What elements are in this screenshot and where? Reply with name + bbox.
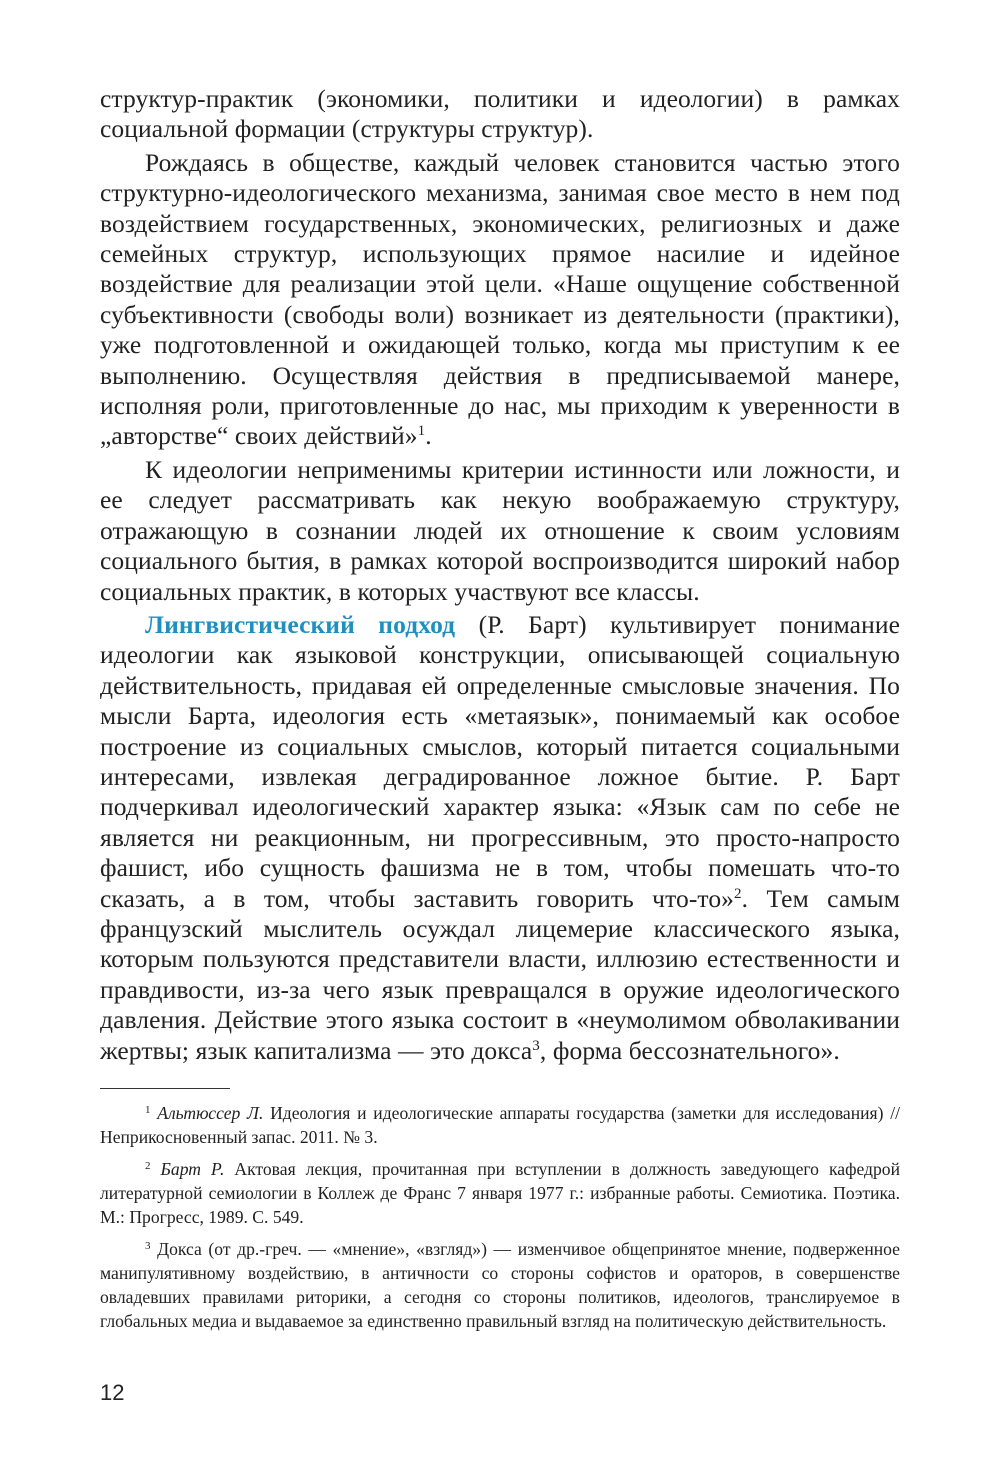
footnote-2 <box>100 1157 900 1229</box>
highlighted-term: Лингвистический подход <box>145 609 456 639</box>
footnote-ref-3[interactable]: 3 <box>532 1037 540 1054</box>
paragraph-2-text: Рождаясь в обществе, каждый человек становится частью этого структурно-идеологического механизма, занимая свое место в нем под воздействием государственных, экономических, религиозных и даже семейных структур, использующих прямое насилие и идейное воздействие для реализации этой цели. «Наше ощущение собственной субъективности (свободы воли) возникает из деятельности (практики), уже подготовленной и ожидающей только, когда мы приступим к ее выполнению. Осуществляя действия в предписываемой манере, исполняя роли, приготовленные до нас, мы приходим к уверенности в „авторстве“ своих действий» <box>100 147 900 451</box>
footnote-3-number: 3 <box>145 1240 151 1252</box>
paragraph-2 <box>100 148 900 452</box>
paragraph-1-text: структур-практик (экономики, политики и идеологии) в рамках социальной формации (структуры структур). <box>100 84 900 144</box>
paragraph-3-text: К идеологии неприменимы критерии истинности или ложности, и ее следует рассматривать как некую воображаемую структуру, отражающую в сознании людей их отношение к своим условиям социального бытия, в рамках которой воспроизводится широкий набор социальных практик, в которых участвуют все классы. <box>100 454 900 606</box>
paragraph-3 <box>100 455 900 607</box>
paragraph-2-end: . <box>425 421 432 451</box>
footnote-3 <box>100 1237 900 1333</box>
footnote-ref-1[interactable]: 1 <box>417 423 426 440</box>
footnote-3-text: Докса (от др.-греч. — «мнение», «взгляд») — изменчивое общепринятое мнение, подверженное манипулятивному воздействию, в античности со стороны софистов и ораторов, в совершенстве овладевших правилами риторики, а сегодня со стороны политиков, идеологов, транслируемое в глобальных медиа и выдаваемое за единственно правильный взгляд на политическую действительность. <box>100 1239 900 1331</box>
footnotes <box>100 1101 900 1333</box>
footnote-ref-2[interactable]: 2 <box>734 885 742 902</box>
footnote-1-author: Альтюссер Л. <box>157 1103 264 1123</box>
footnote-2-author: Барт Р. <box>160 1159 225 1179</box>
footnote-1-number: 1 <box>145 1104 151 1116</box>
footnote-1-text: Идеология и идеологические аппараты государства (заметки для исследования) // Неприкосновенный запас. 2011. № 3. <box>100 1103 900 1147</box>
footnote-1 <box>100 1101 900 1149</box>
paragraph-4-text-c: , форма бессознательного». <box>539 1035 840 1065</box>
paragraph-1 <box>100 84 900 145</box>
main-text <box>100 84 900 1066</box>
paragraph-4-text-b: . Тем самым французский мыслитель осуждал лицемерие классического языка, которым пользуются представители власти, иллюзию естественности и правдивости, из-за чего язык превращался в оружие идеологического давления. Действие этого языка состоит в «неумолимом обволакивании жертвы; язык капитализма — это докса <box>100 883 901 1065</box>
page-number: 12 <box>100 1380 125 1405</box>
page-content <box>100 84 900 1341</box>
footnote-2-text: Актовая лекция, прочитанная при вступлении в должность заведующего кафедрой литературной семиологии в Коллеж де Франс 7 января 1977 г.: избранные работы. Семиотика. Поэтика. М.: Прогресс, 1989. С. 549. <box>100 1159 901 1227</box>
paragraph-4 <box>100 610 900 1066</box>
footnote-2-number: 2 <box>145 1160 151 1172</box>
footnote-divider <box>100 1088 230 1089</box>
paragraph-4-text-a: (Р. Барт) культивирует понимание идеологии как языковой конструкции, описывающей социальную действительность, придавая ей определенные смысловые значения. По мысли Барта, идеология есть «метаязык», понимаемый как особое построение из социальных смыслов, который питается социальными интересами, извлекая деградированное ложное бытие. Р. Барт подчеркивал идеологический характер языка: «Язык сам по себе не является ни реакционным, ни прогрессивным, это просто-напросто фашист, ибо сущность фашизма не в том, чтобы помешать что-то сказать, а в том, чтобы заставить говорить что-то» <box>100 609 900 913</box>
